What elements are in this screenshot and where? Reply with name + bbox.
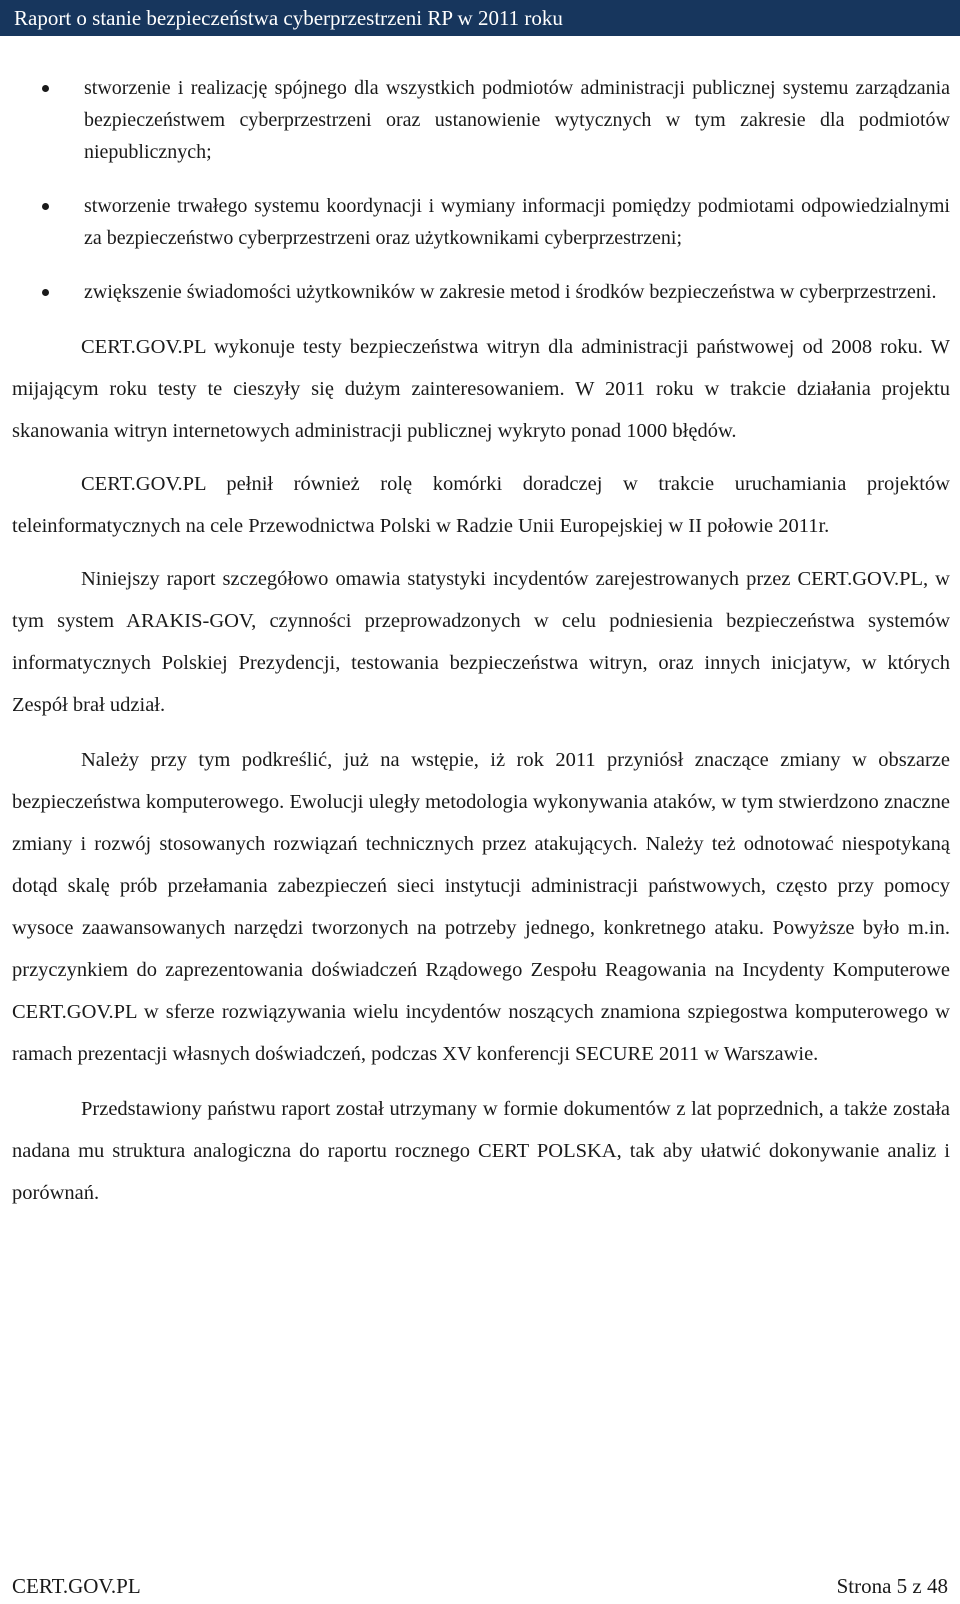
goals-list <box>12 72 950 308</box>
running-header <box>0 0 960 36</box>
paragraph-report-structure: Przedstawiony państwu raport został utrzymany w formie dokumentów z lat poprzednich, a także została nadana mu struktura analogiczna do raportu rocznego CERT POLSKA, tak aby ułatwić dokonywanie analiz i porównań. <box>12 1098 950 1204</box>
paragraph-report-scope: Niniejszy raport szczegółowo omawia statystyki incydentów zarejestrowanych przez CERT.GOV.PL, w tym system ARAKIS-GOV, czynności przeprowadzonych w celu podniesienia bezpieczeństwa systemów informatycznych Polskiej Prezydencji, testowania bezpieczeństwa witryn, oraz innych inicjatyw, w których Zespół brał udział. <box>12 568 950 716</box>
list-item <box>12 190 950 254</box>
list-item-text: stworzenie i realizację spójnego dla wszystkich podmiotów administracji publicznej systemu zarządzania bezpieczeństwem cyberprzestrzeni oraz ustanowienie wytycznych w tym zakresie dla podmiotów niepublicznych; <box>84 77 950 163</box>
list-item <box>12 72 950 168</box>
document-title: Raport o stanie bezpieczeństwa cyberprzestrzeni RP w 2011 roku <box>14 6 563 30</box>
list-item-text: zwiększenie świadomości użytkowników w zakresie metod i środków bezpieczeństwa w cyberprzestrzeni. <box>84 281 937 303</box>
page-body <box>12 72 950 1214</box>
bullet-icon <box>42 203 49 210</box>
paragraph-advisory-role: CERT.GOV.PL pełnił również rolę komórki doradczej w trakcie uruchamiania projektów teleinformatycznych na cele Przewodnictwa Polski w Radzie Unii Europejskiej w II połowie 2011r. <box>12 473 950 537</box>
list-item-text: stworzenie trwałego systemu koordynacji i wymiany informacji pomiędzy podmiotami odpowiedzialnymi za bezpieczeństwo cyberprzestrzeni oraz użytkownikami cyberprzestrzeni; <box>84 195 950 249</box>
bullet-icon <box>42 85 49 92</box>
footer-org: CERT.GOV.PL <box>12 1574 141 1598</box>
page-number: Strona 5 z 48 <box>836 1574 948 1598</box>
paragraph-website-testing: CERT.GOV.PL wykonuje testy bezpieczeństwa witryn dla administracji państwowej od 2008 roku. W mijającym roku testy te cieszyły się dużym zainteresowaniem. W 2011 roku w trakcie działania projektu skanowania witryn internetowych administracji publicznej wykryto ponad 1000 błędów. <box>12 336 950 442</box>
paragraph-2011-changes: Należy przy tym podkreślić, już na wstępie, iż rok 2011 przyniósł znaczące zmiany w obszarze bezpieczeństwa komputerowego. Ewolucji uległy metodologia wykonywania ataków, w tym stwierdzono znaczne zmiany i rozwój stosowanych rozwiązań technicznych przez atakujących. Należy też odnotować niespotykaną dotąd skalę prób przełamania zabezpieczeń sieci instytucji administracji państwowych, często przy pomocy wysoce zaawansowanych narzędzi tworzonych na potrzeby jednego, konkretnego ataku. Powyższe było m.in. przyczynkiem do zaprezentowania doświadczeń Rządowego Zespołu Reagowania na Incydenty Komputerowe CERT.GOV.PL w sferze rozwiązywania wielu incydentów noszących znamiona szpiegostwa komputerowego w ramach prezentacji własnych doświadczeń, podczas XV konferencji SECURE 2011 w Warszawie. <box>12 749 950 1065</box>
list-item <box>12 276 950 308</box>
bullet-icon <box>42 289 49 296</box>
